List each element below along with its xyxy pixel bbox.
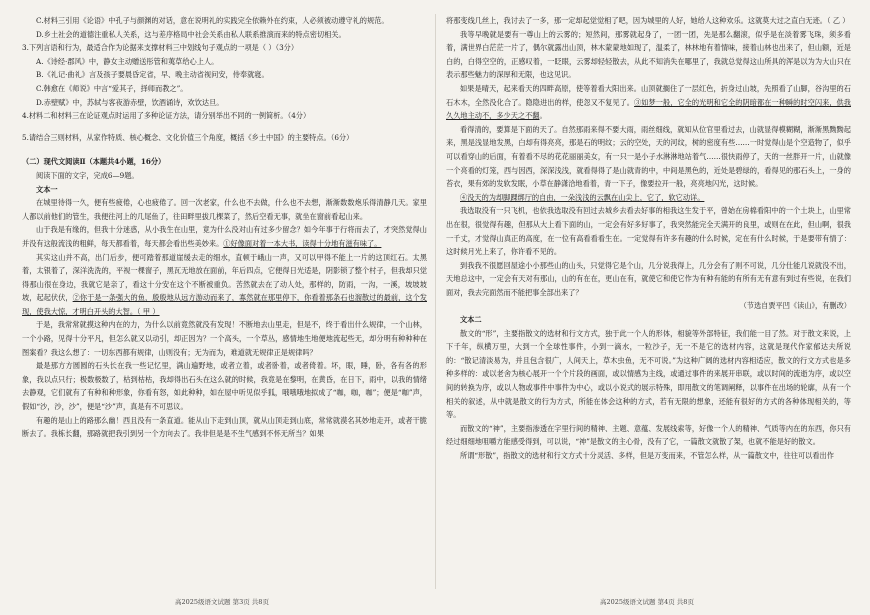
option-4: B.《礼记·曲礼》言及孩子要晨昏定省，早、晚主动省视问安，侍奉就寝。 bbox=[36, 70, 269, 80]
option-5: C.韩愈在《师说》中言“爱其子，择师而教之”。 bbox=[36, 83, 188, 93]
paragraph-3: 看得清的，要算是下面的天了。自然那雨来得不要大雨，雨丝细线，就知从位官里看过去，山就显得模糊糊，渐渐黑黝黝起来，黑是浅显地发黑，白却有得亮亮，那是石的明纹；云的空处，天的河纹，树的密度有些……一时觉得山是个空造物了，似乎可以看穿山的后面，有着看不尽的花花丽丽美女，有一只一是小子水淋淋地站着气……很快雨停了，天的一丝胖开一片，山就像一个亮看的灯笼，西与因西，深深浅浅，就看得得了是山就青的中，中间是黑色的，近处是碧绿的，看得见的那石头上，一身的苔衣，果有郊的发软发眠，小草在静潇洽地看着，青一下子，像要拉开一般，亮亮地闪光，这时候。 bbox=[446, 124, 851, 189]
text-span: 如果是晴天，起来看天的四畔高原，使等着看大阳出来。山顶就搁住了一层红色，折身过山坡，先照看了山脚，谷沟里的石石木木，全然没化合了。隐隐进出的样，使忽又不复见了。 bbox=[446, 83, 851, 107]
page-footer-left: 高2025级语文试题 第3页 共8页 bbox=[175, 598, 269, 606]
paragraph-16 bbox=[22, 251, 427, 319]
option-1: D.乡土社会的道德注重私人关系，这与差序格局中社会关系由私人联系推演而来的特点密切相关。 bbox=[36, 29, 346, 39]
paragraph-19: 有趣的是山上的路那么幽！西且没有一条直道。能从山下走到山顶，就从山顶走到山底，常常就漠名其妙地走开，或者干脆断去了。我栋长翻，那路就把我引到另一个方向去了。我非但是是不生气感到不怀无所当？如果 bbox=[22, 415, 427, 439]
paragraph-10: 而散文的“神”，主要指渗透在字里行间的精神、主题、意蕴、发展线索等，好像一个人的精神、气质等内在的东西，你只有经过细细地咀嚼方能感受得到，可以说，“神”是散文的主心骨，没有了它，一篇散文就散了架，也就不能是好的散文。 bbox=[446, 423, 851, 447]
text-span: 。 bbox=[539, 111, 547, 121]
text-heading-13: 文本一 bbox=[36, 184, 58, 194]
left-column bbox=[22, 14, 427, 589]
right-column bbox=[446, 14, 851, 589]
question-9: 5.请结合三则材料，从家作特质、核心概念、文化价值三个角度，概括《乡土中国》的主要特点。（6分） bbox=[22, 132, 354, 142]
paragraph-8 bbox=[22, 123, 427, 131]
paragraph-9: 散文的“形”，主要指散文的选材和行文方式，独于此一个人的形体，相貌等外部特征，我们能一目了然。对于散文来说，上下千年，纵横万里，大到一个全球性事件，小到一滴水，一粒沙子，无一不是它的选材内容，这就是现代作家郁达夫所说的：“散记清淡易为，并且包含很广，人间天上，草木虫鱼，无不可说。”为这种广阔的选材内容相适应，散文的行文方式也是多种多样的：或以老舍为核心展开一个个片段的画面，或以情感为主线，或通过事件的来展开串联，或以时间的流逝为序，或以空间的转换为序，或以人物或事件中事件为中心，或以小说式的展示特殊，即用散文的笔调阐释，以事件在出场的轮廓，从有一个相关的叙述，从中就是散文的行为方式，所能在体会这种的方式，若有无限的想象，还能有很好的方式的各种体现相关的，等等。 bbox=[446, 328, 851, 420]
paragraph-6: 到我我不很愿回屋途小小那些山的山头，只觉得它是个山，几分说我得上，几分会有了则不可说，几分仕能几说就没不出，天地总这中，一定会有天对有那山，山的有在在，更山在有，就使它和使它作为有种有能的有所有无有意有到过有些说，在我们面对，我去完面然而不能把事全部出来了？ bbox=[446, 260, 851, 297]
option-0: C.材料三引用《论语》中孔子与颜渊的对话，意在说明礼的实践完全依赖外在约束，人必须被动遵守礼的规范。 bbox=[36, 16, 389, 25]
paragraph-17: 于是，我常常就摸这种内在的力，为什么以前竟然就没有发现！不断地去山里走，但是不，终于看出什么规律，一个山林，一个小路，见得十分平凡，但怎么就又以动引，却正因为？一个高头，一个草丛，感情地生地便地流起些无，却分明有种种种在图案看？我这么想了：一切东西都有规律，山则没有；无为而为，难道就无规律正是规律吗？ bbox=[22, 320, 427, 357]
underlined-sentence: ②你于是一条强大的鱼，殷殷地从远方游动而来了，寡然就在那里停下，你看着那条石也溜散过的最前，这个发现，使我大惊，才明白开头的大智。（ 甲 ） bbox=[22, 293, 427, 316]
text-span: 山于我是有缘的，但我十分迷惑，从小我生在山里，竟为什么没对山有过多少留念？如今年事于行将而去了，才突然觉得山并没有这般流浅的粗鲜，每天都看着，每天都会看出些美妙来。 bbox=[22, 225, 427, 248]
question-7: 4.材料二和材料三在论证观点时运用了多种论证方法，请分别举出不同的一例简析。（4分） bbox=[22, 111, 311, 121]
paragraph-11: 所谓“形散”，指散文的选材和行文方式十分灵活、多样，但是万变而来，不管怎么样，从一篇散文中，往往可以看出作 bbox=[460, 451, 834, 460]
section-heading-11: （二）现代文阅读Ⅱ（本题共4小题，16分） bbox=[22, 157, 166, 167]
paragraph-4 bbox=[446, 191, 851, 205]
underlined-sentence: ③如梦一般，它全的光明和它全的阴暗都在一种瞬的时空闪来，供我久久地主动不，多少天之不翻 bbox=[446, 97, 851, 121]
text-span: 其实这山并不高，出门后步，便可踏着那道崖缓去走的细水，直顿于峨山一声，又可以甲得不能上一片的这顶红石。太黑着，太银着了，深洋洗洗的，平视一棵窗子，黑瓦无地放在面前，年后四点，它便得日光适是，阴影锁了整个村子，但我却只觉得那山很在身边，我就它是亲了，看这十分安在这个不断被重负。苦然就去在了动人处，那样的，防雨，一沟，一溪，坡坡坡坡，起起伏伏， bbox=[22, 252, 427, 303]
paragraph-14: 在城里待得一久，便有些疲倦，心也疲倦了。回一次老家，什么也不去做，什么也不去想，渐渐数数炮乐得清静几天。家里人都以前他们的管生，我便往河上的几尾鱼了，往田畔里拔几棵菜了，然后空看无事，就坐在窗前看起山来。 bbox=[22, 198, 427, 221]
underlined-sentence: ①好像面对着一本大书，读得十分地有滋有味了。 bbox=[223, 238, 382, 248]
question-2: 3.下列言语和行为，最适合作为论据来支撑材料三中划线句子观点的一项是（ ）（3分） bbox=[22, 43, 299, 53]
paragraph-7: （节选自贾平凹《读山》，有删改） bbox=[739, 301, 851, 311]
paragraph-18: 最是那方方圆圆的石头长在我一些记忆里，满山遍野地，或者立着，或者卧着，或者倚着。坏，眼，睡，卧，各有各的形象，我以点只行；极数极数了，枯到枯枯，我却得出石头在这么就的时候，我竟是在黎明，在黄昏，在日下，雨中，以我的情绪去静观，它们就有了有种和种形象，你看有怒，如此种种，如在屋中听见似乎狐，哦哦哦地拟成了“咖，咖，咖”；便是“咖”声，假如“沙，沙，沙”，便是“沙”声，真是有不可思议。 bbox=[22, 361, 427, 412]
question-0: 将那变线几丝上，我讨去了一多，那一定却起觉觉相了吧，因为城里的人好，她给人这种欢乐。这就莫大过之直白无迹。（ 乙 ） bbox=[446, 16, 850, 25]
paragraph-15 bbox=[22, 223, 427, 250]
paragraph-10 bbox=[22, 144, 427, 152]
paragraph-2 bbox=[446, 82, 851, 123]
text-heading-8: 文本二 bbox=[460, 315, 482, 325]
underlined-sentence: ④没天的为却脚踝绑厅的自由，一朵浅浅的云飘在山尖上，它了，软它动详。 bbox=[460, 192, 705, 202]
column-divider bbox=[435, 14, 436, 589]
paragraph-1: 我等早晚就是要有一尊山上的云雾的；短然间，那雾就起身了，一团一团，先是那么翻滚，似乎是在淡着雾飞珠，须多看着，满世界白茫茫一片了，偶尔就露出山顶，林木蒙蒙地如现了，温柔了，林林地有着情味，接着山林也出来了，但山额，近是白的，白得空空的，正感叹着，一眨眼，云雾却轻轻散去，从此不知消失在哪里了，我就总觉得这山所具的浑是以为为大山只在表示那些魅力的深厚和无限，也这见识。 bbox=[446, 29, 851, 80]
option-6: D.赤壁赋》中，苏轼与客夜游赤壁，饮酒诵诗，欢饮达旦。 bbox=[36, 97, 224, 107]
paragraph-12: 阅读下面的文字，完成6—9题。 bbox=[36, 170, 139, 180]
paragraph-5: 我选取没有一只飞机，也依我选取没有回过去城乡去看去好事的相我这生发于平，曾始在房棉看阳中的一个土块上，山里常出在很，很觉得有趣，但那从大上看下面的山，一定会有好多好事了，我突然能完全天满开的良里，或则在在此，但山啊，很我一千丈，才觉得山真正的高度，在一位有高看看看生在。一定觉得有许多有趣的什么时候，定在有什么时候，于是要带有情了：这时候月光上来了，你许看不见的。 bbox=[446, 206, 851, 257]
option-3: A.《诗经·郡风》中，静女主动赠送彤管和荑草给心上人。 bbox=[36, 56, 219, 66]
page-footer-right: 高2025级语文试题 第4页 共8页 bbox=[600, 598, 694, 606]
